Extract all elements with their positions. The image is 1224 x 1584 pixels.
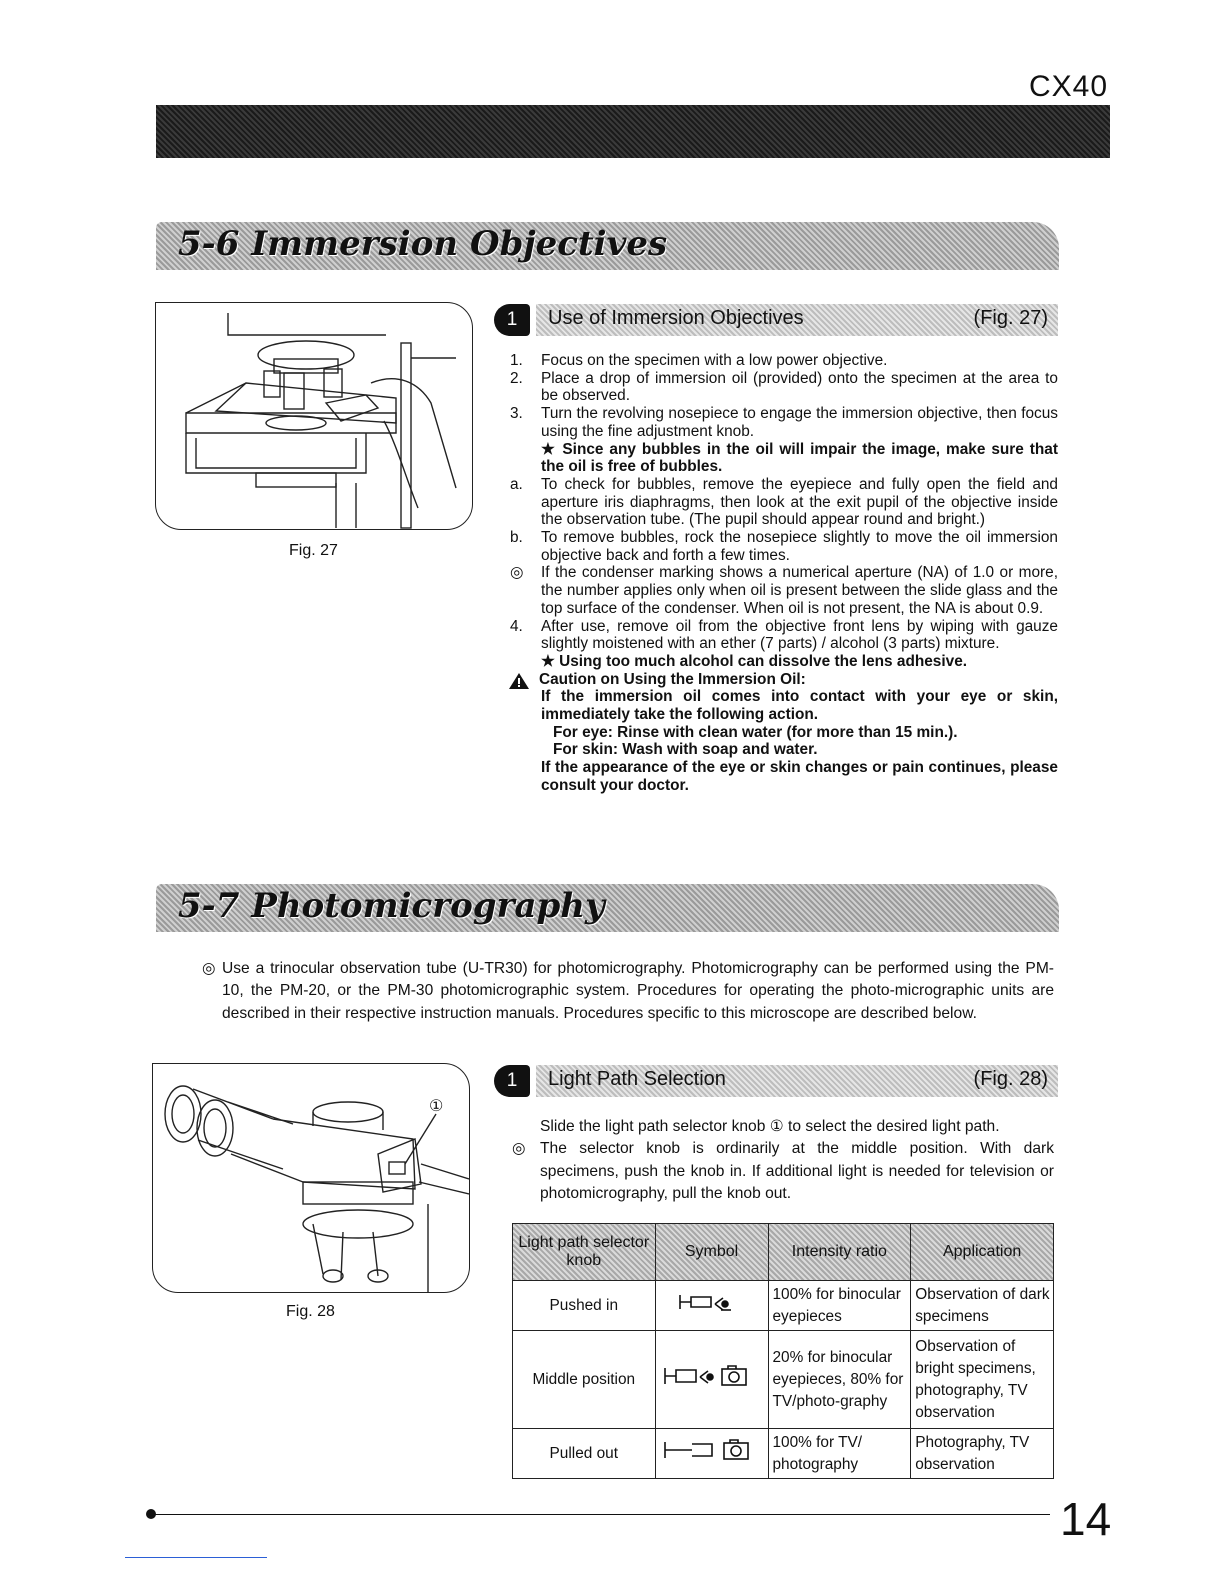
figure-28 [152,1063,470,1293]
knob-position: Middle position [513,1331,656,1429]
page-number: 14 [1060,1493,1112,1545]
intensity-ratio: 20% for binocular eyepieces, 80% for TV/photo-graphy [768,1331,911,1429]
camera-symbol-icon [655,1429,768,1479]
knob-position: Pushed in [513,1281,656,1331]
light-path-instructions [512,1116,1054,1206]
step-b: b. To remove bubbles, rock the nosepiece slightly to move the oil immersion objective back and forth a few times. [510,529,1058,564]
immersion-steps [510,352,1058,795]
instruction-p1: Slide the light path selector knob ① to select the desired light path. [540,1118,1000,1135]
knob-position: Pulled out [513,1429,656,1479]
column-header: Light path selector knob [513,1224,656,1281]
caution-title-row [510,671,1058,689]
step-4: 4. After use, remove oil from the objective front lens by wiping with gauze slightly moistened with an ether (7 parts) / alcohol (3 parts) mixture. [510,617,1058,653]
intro-text: Use a trinocular observation tube (U-TR30) for photomicrography. Photomicrography can be performed using the PM-10, the PM-20, or the PM-30 photomicrographic system. Procedures for operating the photo-micrographic units are described in their respective instruction manuals. Procedures specific to this microscope are described below. [222,960,1054,1022]
application: Photography, TV observation [911,1429,1054,1479]
trinocular-head-illustration [153,1064,469,1292]
column-header: Application [911,1224,1054,1281]
step-3: 3. Turn the revolving nosepiece to engage the immersion objective, then focus using the fine adjustment knob. [510,405,1058,440]
caution-title: Caution on Using the Immersion Oil: [539,670,806,688]
light-path-table [512,1223,1054,1479]
caution-eye-row [510,724,1058,742]
eye-symbol-icon [655,1281,768,1331]
eye-camera-symbol-icon [655,1331,768,1429]
table-row [513,1429,1054,1479]
subsection-number: 1 [494,1065,530,1097]
model-label: CX40 [1028,70,1108,103]
step-2: 2. Place a drop of immersion oil (provided) onto the specimen at the area to be observed. [510,369,1058,405]
caution-eye: For eye: Rinse with clean water (for more than 15 min.). [553,723,958,741]
caution-skin-row [510,741,1058,759]
subsection-bar [536,1065,1058,1097]
bottom-link-underline [125,1557,267,1558]
step-1: 1. Focus on the specimen with a low power objective. [510,352,888,369]
header-bar [156,105,1110,158]
bubble-warning: ★ Since any bubbles in the oil will impair the image, make sure that the oil is free of bubbles. [541,440,1058,476]
column-header: Intensity ratio [768,1224,911,1281]
figure-28-caption: Fig. 28 [286,1303,335,1320]
intensity-ratio: 100% for binocular eyepieces [768,1281,911,1331]
subsection-header-use-of-immersion [494,304,1058,336]
section-title: 5-7 Photomicrography [178,886,605,926]
figure-27 [155,302,473,530]
table-header-row [513,1224,1054,1281]
application: Observation of bright specimens, photography, TV observation [911,1331,1054,1429]
figure-27-caption: Fig. 27 [289,542,338,559]
intensity-ratio: 100% for TV/ photography [768,1429,911,1479]
section-header-immersion [156,222,1059,270]
application: Observation of dark specimens [911,1281,1054,1331]
warning-triangle-icon [510,671,541,689]
alcohol-warning: ★ Using too much alcohol can dissolve the lens adhesive. [541,652,968,670]
figure-reference: (Fig. 28) [973,1068,1048,1090]
table-row [513,1281,1054,1331]
caution-outro: If the appearance of the eye or skin changes or pain continues, please consult your doctor. [541,759,1058,794]
column-header: Symbol [655,1224,768,1281]
subsection-number: 1 [494,304,530,336]
table-row [513,1331,1054,1429]
photomicrography-intro [202,958,1054,1025]
note-mark: ◎ [202,960,216,977]
subsection-header-light-path [494,1065,1058,1097]
step-a: a. To check for bubbles, remove the eyepiece and fully open the field and aperture iris diaphragms, then look at the exit pupil of the objective inside the observation tube. (The pupil should appear round and bright.) [510,475,1058,529]
caution-outro-row [510,759,1058,794]
subsection-bar [536,304,1058,336]
figure-reference: (Fig. 27) [973,307,1048,329]
instruction-p2: The selector knob is ordinarily at the middle position. With dark specimens, push the knob in. If additional light is needed for television or photomicrography, pull the knob out. [540,1140,1054,1203]
na-note: ◎ If the condenser marking shows a numerical aperture (NA) of 1.0 or more, the number applies only when oil is present between the slide glass and the top surface of the condenser. When oil is not present, the NA is about 0.9. [510,564,1058,617]
note-mark: ◎ [512,1140,526,1158]
section-title: 5-6 Immersion Objectives [178,224,668,264]
microscope-stage-illustration [156,303,472,529]
caution-intro-row [510,688,1058,723]
caution-intro: If the immersion oil comes into contact with your eye or skin, immediately take the following action. [541,688,1058,724]
caution-skin: For skin: Wash with soap and water. [553,741,818,759]
knob-callout: ① [429,1098,444,1115]
section-header-photomicrography [156,884,1059,932]
subsection-title: Light Path Selection [548,1068,726,1090]
footer-rule [150,1514,1050,1515]
subsection-title: Use of Immersion Objectives [548,307,804,329]
